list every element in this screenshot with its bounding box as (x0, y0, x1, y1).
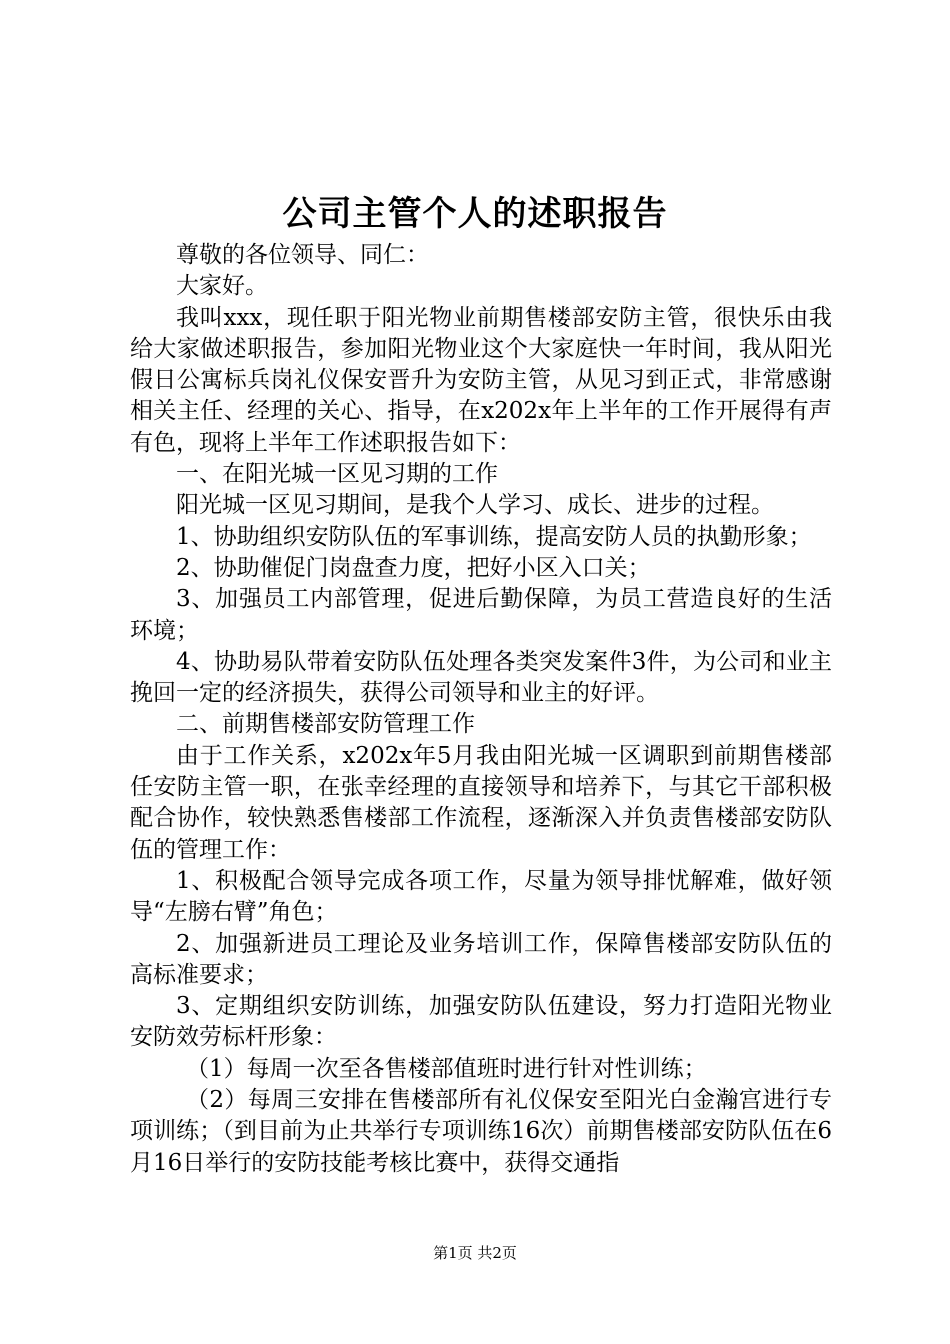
section-heading-1: 一、在阳光城一区见习期的工作 (176, 461, 498, 488)
paragraph-intro: 我叫xxx，现任职于阳光物业前期售楼部安防主管，很快乐由我给大家做述职报告，参加阳光物业这个大家庭快一年时间，我从阳光假日公寓标兵岗礼仪保安晋升为安防主管，从见习到正式，非常感谢相关主任、经理的关心、指导，在x202x年上半年的工作开展得有声有色，现将上半年工作述职报告如下： (130, 304, 832, 456)
sub-list-item: （1）每周一次至各售楼部值班时进行针对性训练； (186, 1055, 707, 1082)
list-item: 4、协助易队带着安防队伍处理各类突发案件3件，为公司和业主挽回一定的经济损失，获得公司领导和业主的好评。 (130, 648, 832, 707)
paragraph: 由于工作关系，x202x年5月我由阳光城一区调职到前期售楼部任安防主管一职，在张幸经理的直接领导和培养下，与其它干部积极配合协作，较快熟悉售楼部工作流程，逐渐深入并负责售楼部安防队伍的管理工作： (130, 742, 832, 863)
list-item: 1、积极配合领导完成各项工作，尽量为领导排忧解难，做好领导“左膀右臂”角色； (130, 867, 832, 926)
paragraph-salutation: 尊敬的各位领导、同仁： (176, 242, 429, 268)
list-item: 3、加强员工内部管理，促进后勤保障，为员工营造良好的生活环境； (130, 586, 832, 644)
section-heading-2: 二、前期售楼部安防管理工作 (176, 711, 475, 738)
sub-list-item: （2）每周三安排在售楼部所有礼仪保安至阳光白金瀚宫进行专项训练；（到目前为止共举行专项训练16次）前期售楼部安防队伍在6月16日举行的安防技能考核比赛中，获得交通指 (130, 1087, 832, 1176)
list-item: 1、协助组织安防队伍的军事训练，提高安防人员的执勤形象； (176, 523, 812, 550)
paragraph-greeting: 大家好。 (176, 273, 268, 300)
page-footer: 第1页 共2页 (433, 1244, 517, 1262)
paragraph: 阳光城一区见习期间，是我个人学习、成长、进步的过程。 (176, 492, 774, 519)
list-item: 2、加强新进员工理论及业务培训工作，保障售楼部安防队伍的高标准要求； (130, 930, 832, 988)
document-title: 公司主管个人的述职报告 (282, 194, 668, 234)
list-item: 3、定期组织安防训练，加强安防队伍建设，努力打造阳光物业安防效劳标杆形象： (130, 993, 832, 1051)
document-body (130, 240, 832, 1179)
list-item: 2、协助催促门岗盘查力度，把好小区入口关； (176, 554, 651, 581)
